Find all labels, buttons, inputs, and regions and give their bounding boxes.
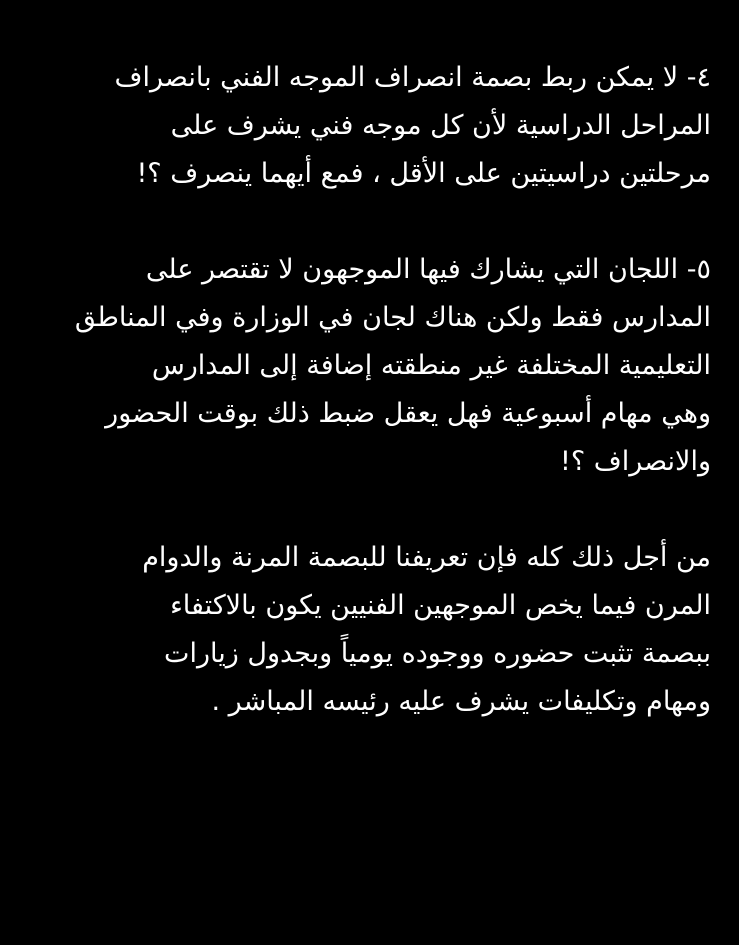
paragraph-line: المراحل الدراسية لأن كل موجه فني يشرف على xyxy=(170,110,711,141)
paragraph-item-5 xyxy=(40,246,711,486)
document-body xyxy=(40,54,711,774)
paragraph-line: ببصمة تثبت حضوره ووجوده يومياً وبجدول زيارات xyxy=(164,638,711,669)
paragraph-line: ٥- اللجان التي يشارك فيها الموجهون لا تقتصر على xyxy=(145,254,711,285)
paragraph-line: ومهام وتكليفات يشرف عليه رئيسه المباشر . xyxy=(211,686,711,717)
paragraph-item-4 xyxy=(40,54,711,198)
paragraph-line: وهي مهام أسبوعية فهل يعقل ضبط ذلك بوقت الحضور xyxy=(105,398,711,429)
paragraph-line: مرحلتين دراسيتين على الأقل ، فمع أيهما ينصرف ؟! xyxy=(136,158,711,189)
paragraph-conclusion xyxy=(40,534,711,726)
paragraph-line: التعليمية المختلفة غير منطقته إضافة إلى المدارس xyxy=(151,350,711,381)
paragraph-line: والانصراف ؟! xyxy=(560,446,711,477)
paragraph-line: من أجل ذلك كله فإن تعريفنا للبصمة المرنة والدوام xyxy=(142,542,711,573)
paragraph-line: المدارس فقط ولكن هناك لجان في الوزارة وفي المناطق xyxy=(74,302,711,333)
paragraph-line: ٤- لا يمكن ربط بصمة انصراف الموجه الفني بانصراف xyxy=(114,62,711,93)
paragraph-line: المرن فيما يخص الموجهين الفنيين يكون بالاكتفاء xyxy=(170,590,711,621)
